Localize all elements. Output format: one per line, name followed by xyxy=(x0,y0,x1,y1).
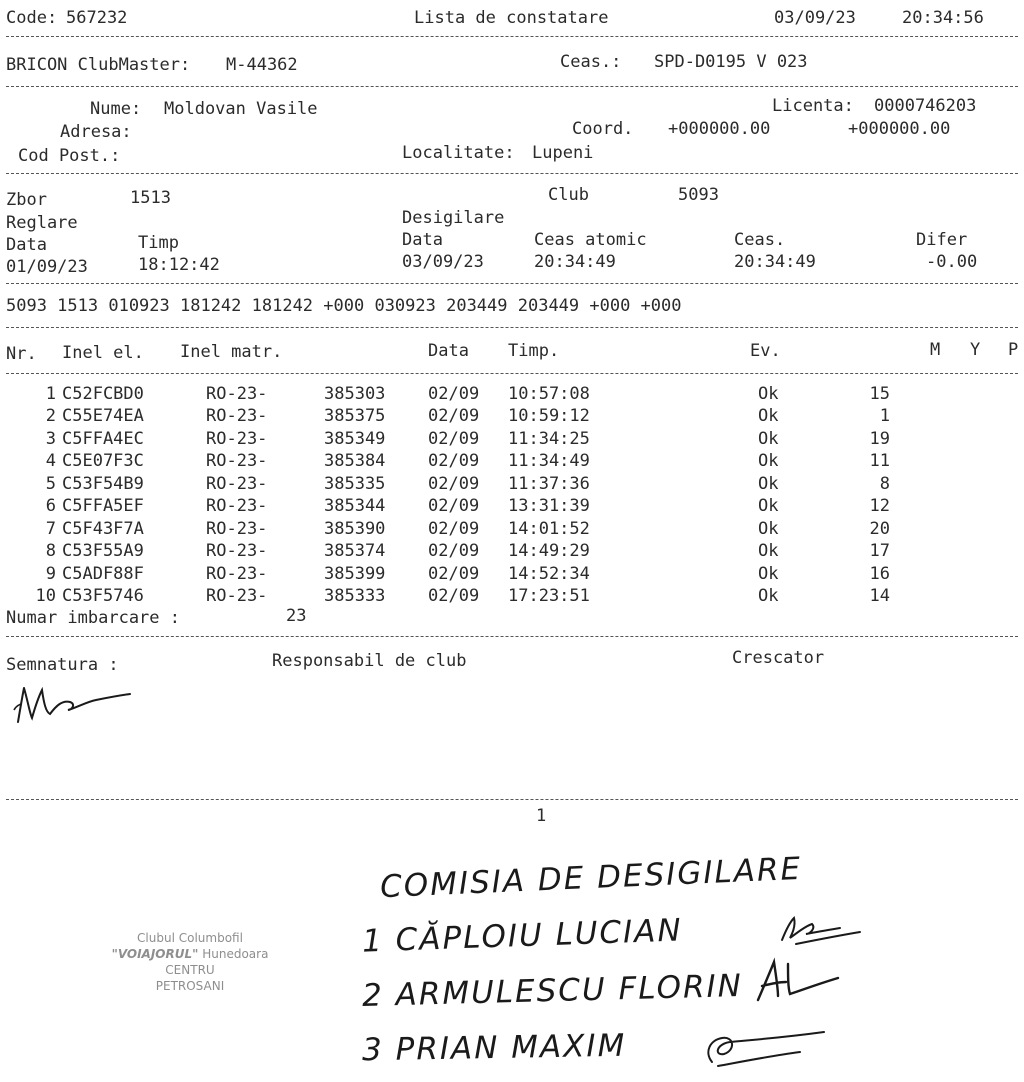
cell-number: 385390 xyxy=(324,518,386,539)
col-header-p: P xyxy=(1008,340,1019,360)
cell-ring: C5ADF88F xyxy=(62,563,144,584)
cell-prefix: RO-23- xyxy=(206,384,268,404)
license-value: 0000746203 xyxy=(874,96,977,116)
commission-title: COMISIA DE DESIGILARE xyxy=(379,850,803,906)
print-date: 03/09/23 xyxy=(774,8,856,28)
col-header-nr: Nr. xyxy=(6,344,37,364)
boarding-label: Numar imbarcare : xyxy=(6,608,180,628)
cell-nr: 6 xyxy=(45,496,56,517)
breeder-label: Crescator xyxy=(732,648,825,668)
divider xyxy=(6,799,1018,800)
unseal-date: 03/09/23 xyxy=(402,252,484,272)
divider xyxy=(6,173,1018,174)
cell-time: 14:49:29 xyxy=(508,541,590,562)
cell-nr: 3 xyxy=(45,428,56,449)
flight-value: 1513 xyxy=(130,188,171,208)
cell-prefix: RO-23- xyxy=(206,518,268,539)
cell-time: 14:52:34 xyxy=(508,563,590,584)
page-title: Lista de constatare xyxy=(414,8,609,28)
cell-prefix: RO-23- xyxy=(206,451,268,472)
member-signature-3 xyxy=(700,1022,830,1072)
cell-date: 02/09 xyxy=(428,586,480,607)
cell-ring: C53F5746 xyxy=(62,586,144,607)
cell-ring: C53F54B9 xyxy=(62,473,144,494)
cell-ring: C5E07F3C xyxy=(62,451,144,472)
cell-number: 385333 xyxy=(324,586,386,607)
cell-date: 02/09 xyxy=(428,384,480,404)
col-header-m: M xyxy=(930,340,941,360)
cell-date: 02/09 xyxy=(428,496,480,517)
cell-nr: 7 xyxy=(45,518,56,539)
commission-member-2: 2 ARMULESCU FLORIN xyxy=(361,968,744,1014)
member-signature-2 xyxy=(752,956,842,1006)
owner-name-value: Moldovan Vasile xyxy=(164,99,318,119)
cell-time: 10:57:08 xyxy=(508,384,590,404)
cell-number: 385344 xyxy=(324,496,386,517)
unseal-label: Desigilare xyxy=(402,208,505,228)
divider xyxy=(6,86,1018,87)
cell-val: 11 xyxy=(869,451,890,472)
diff-value: -0.00 xyxy=(926,252,978,272)
cell-val: 12 xyxy=(869,496,890,517)
cell-ev: Ok xyxy=(758,406,779,427)
atomic-clock-label: Ceas atomic xyxy=(534,230,647,250)
cell-time: 13:31:39 xyxy=(508,496,590,517)
col-header-date: Data xyxy=(428,341,469,361)
cell-nr: 2 xyxy=(45,406,56,427)
cell-ring: C55E74EA xyxy=(62,406,144,427)
club-value: 5093 xyxy=(678,185,719,205)
locality-label: Localitate: xyxy=(402,143,515,163)
cell-date: 02/09 xyxy=(428,406,480,427)
coord-y: +000000.00 xyxy=(848,119,951,139)
cell-ring: C52FCBD0 xyxy=(62,384,144,404)
boarding-value: 23 xyxy=(286,606,307,626)
member-signature-1 xyxy=(776,910,866,950)
col-header-y: Y xyxy=(970,340,981,360)
stamp-club-name: "VOIAJORUL" xyxy=(111,947,199,961)
stamp-line-3: CENTRU xyxy=(165,963,215,977)
col-header-ev: Ev. xyxy=(750,341,781,361)
cell-nr: 4 xyxy=(45,451,56,472)
setting-date: 01/09/23 xyxy=(6,257,88,277)
divider xyxy=(6,636,1018,637)
club-stamp xyxy=(90,930,290,994)
cell-ring: C5F43F7A xyxy=(62,518,144,539)
clock-label: Ceas.: xyxy=(560,52,622,72)
coord-x: +000000.00 xyxy=(668,119,771,139)
cell-prefix: RO-23- xyxy=(206,406,268,427)
divider xyxy=(6,327,1018,328)
owner-name-label: Nume: xyxy=(90,99,142,119)
club-label: Club xyxy=(548,185,589,205)
cell-date: 02/09 xyxy=(428,518,480,539)
cell-prefix: RO-23- xyxy=(206,586,268,607)
cell-time: 10:59:12 xyxy=(508,406,590,427)
cell-nr: 10 xyxy=(35,586,56,607)
atomic-time: 20:34:49 xyxy=(534,252,616,272)
cell-ring: C5FFA5EF xyxy=(62,496,144,517)
unseal-date-label: Data xyxy=(402,230,443,250)
cell-ev: Ok xyxy=(758,563,779,584)
license-label: Licenta: xyxy=(772,96,854,116)
setting-time-label: Timp xyxy=(138,233,179,253)
cell-nr: 8 xyxy=(45,541,56,562)
cell-val: 15 xyxy=(869,384,890,404)
cell-ring: C53F55A9 xyxy=(62,541,144,562)
stamp-line-1: Clubul Columbofil xyxy=(137,931,243,945)
cell-val: 19 xyxy=(869,428,890,449)
cell-ev: Ok xyxy=(758,518,779,539)
clock-value: SPD-D0195 V 023 xyxy=(654,52,808,72)
cell-ev: Ok xyxy=(758,586,779,607)
device-value: M-44362 xyxy=(226,55,298,75)
cell-val: 17 xyxy=(869,541,890,562)
cell-number: 385303 xyxy=(324,384,386,404)
col-header-time: Timp. xyxy=(508,341,560,361)
club-responsible-label: Responsabil de club xyxy=(272,651,467,671)
cell-ev: Ok xyxy=(758,384,779,404)
stamp-line-4: PETROSANI xyxy=(155,979,225,993)
cell-nr: 1 xyxy=(45,384,56,404)
cell-date: 02/09 xyxy=(428,473,480,494)
commission-member-1: 1 CĂPLOIU LUCIAN xyxy=(361,912,684,960)
page-number: 1 xyxy=(536,806,547,826)
cell-ev: Ok xyxy=(758,428,779,449)
cell-nr: 5 xyxy=(45,473,56,494)
cell-val: 1 xyxy=(879,406,890,427)
cell-number: 385375 xyxy=(324,406,386,427)
locality-value: Lupeni xyxy=(532,143,594,163)
cell-date: 02/09 xyxy=(428,541,480,562)
divider xyxy=(6,373,1018,374)
flight-label: Zbor xyxy=(6,190,47,210)
cell-time: 11:34:25 xyxy=(508,428,590,449)
clock-time: 20:34:49 xyxy=(734,252,816,272)
device-label: BRICON ClubMaster: xyxy=(6,55,191,75)
code-label: Code: xyxy=(6,8,58,28)
cell-time: 14:01:52 xyxy=(508,518,590,539)
cell-ev: Ok xyxy=(758,473,779,494)
divider xyxy=(6,36,1018,37)
cell-number: 385374 xyxy=(324,541,386,562)
cell-number: 385384 xyxy=(324,451,386,472)
clock-time-label: Ceas. xyxy=(734,230,786,250)
cell-prefix: RO-23- xyxy=(206,428,268,449)
divider xyxy=(6,283,1018,284)
cell-time: 17:23:51 xyxy=(508,586,590,607)
cell-val: 8 xyxy=(879,473,890,494)
commission-member-3: 3 PRIAN MAXIM xyxy=(361,1027,627,1069)
cell-nr: 9 xyxy=(45,563,56,584)
diff-label: Difer xyxy=(916,230,968,250)
cell-number: 385349 xyxy=(324,428,386,449)
cell-time: 11:37:36 xyxy=(508,473,590,494)
cell-number: 385335 xyxy=(324,473,386,494)
cell-val: 16 xyxy=(869,563,890,584)
coord-label: Coord. xyxy=(572,119,634,139)
cell-date: 02/09 xyxy=(428,451,480,472)
cell-ring: C5FFA4EC xyxy=(62,428,144,449)
cell-val: 14 xyxy=(869,586,890,607)
setting-date-label: Data xyxy=(6,235,47,255)
setting-label: Reglare xyxy=(6,213,78,233)
address-label: Adresa: xyxy=(60,122,132,142)
cell-date: 02/09 xyxy=(428,428,480,449)
code-value: 567232 xyxy=(66,8,128,28)
cell-prefix: RO-23- xyxy=(206,563,268,584)
cell-prefix: RO-23- xyxy=(206,473,268,494)
cell-prefix: RO-23- xyxy=(206,496,268,517)
cell-val: 20 xyxy=(869,518,890,539)
cell-ev: Ok xyxy=(758,541,779,562)
postal-label: Cod Post.: xyxy=(18,146,121,166)
print-time: 20:34:56 xyxy=(902,8,984,28)
col-header-ring-matr: Inel matr. xyxy=(180,342,283,362)
cell-ev: Ok xyxy=(758,451,779,472)
setting-time: 18:12:42 xyxy=(138,255,220,275)
cell-prefix: RO-23- xyxy=(206,541,268,562)
cell-number: 385399 xyxy=(324,563,386,584)
code-line: 5093 1513 010923 181242 181242 +000 030923 203449 203449 +000 +000 xyxy=(6,296,682,316)
cell-date: 02/09 xyxy=(428,563,480,584)
stamp-city: Hunedoara xyxy=(198,947,269,961)
col-header-ring-el: Inel el. xyxy=(62,343,144,363)
cell-time: 11:34:49 xyxy=(508,451,590,472)
signature-label: Semnatura : xyxy=(6,655,119,675)
cell-ev: Ok xyxy=(758,496,779,517)
handwritten-signature xyxy=(10,680,150,730)
